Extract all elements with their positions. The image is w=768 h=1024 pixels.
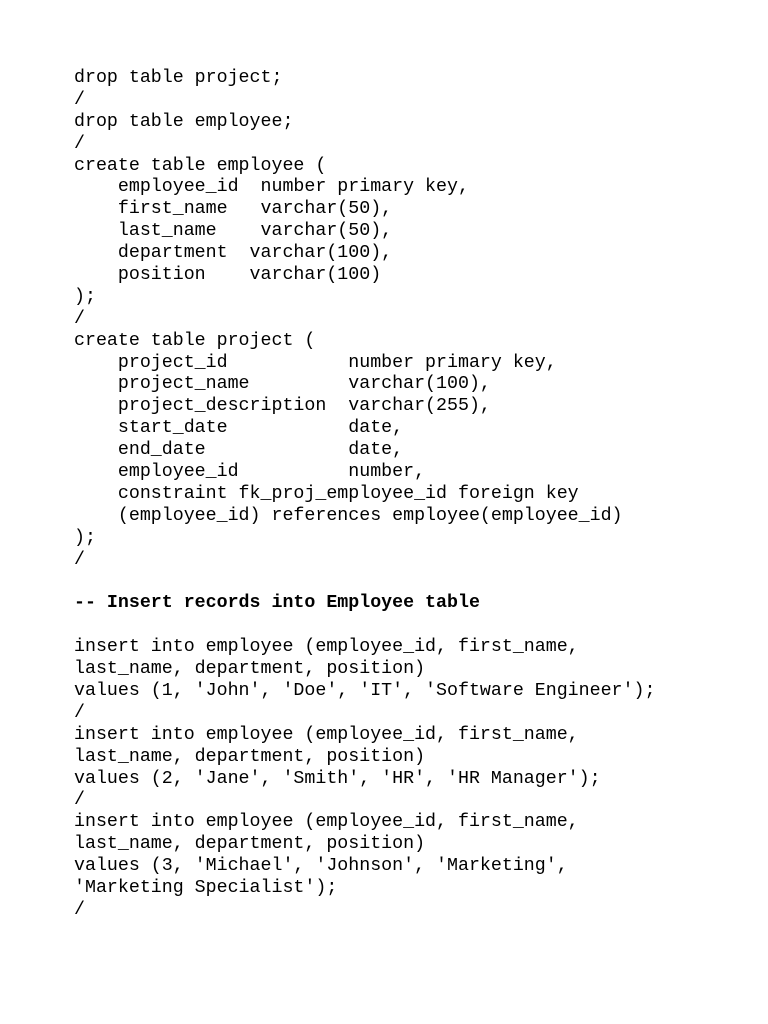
code-line: project_id number primary key, bbox=[74, 352, 557, 373]
code-line: ); bbox=[74, 286, 96, 307]
code-line: department varchar(100), bbox=[74, 243, 393, 264]
code-line: drop table project; bbox=[74, 68, 283, 88]
code-line: first_name varchar(50), bbox=[74, 199, 393, 220]
code-line: / bbox=[74, 549, 85, 570]
code-line: create table employee ( bbox=[74, 155, 327, 176]
blank-line bbox=[74, 615, 754, 637]
code-line: / bbox=[74, 133, 85, 154]
code-line: create table project ( bbox=[74, 330, 316, 351]
code-line: ); bbox=[74, 527, 96, 548]
code-line: (employee_id) references employee(employee_id) bbox=[74, 505, 623, 526]
code-line: / bbox=[74, 89, 85, 110]
code-line: insert into employee (employee_id, first_name, bbox=[74, 812, 579, 833]
code-line: position varchar(100) bbox=[74, 265, 382, 286]
code-line: drop table employee; bbox=[74, 111, 294, 132]
code-line: project_description varchar(255), bbox=[74, 396, 491, 417]
code-line: employee_id number, bbox=[74, 462, 426, 483]
code-line: values (2, 'Jane', 'Smith', 'HR', 'HR Manager'); bbox=[74, 768, 601, 789]
code-line: 'Marketing Specialist'); bbox=[74, 877, 338, 898]
sql-document bbox=[74, 68, 754, 922]
code-line: / bbox=[74, 702, 85, 723]
code-line: employee_id number primary key, bbox=[74, 177, 469, 198]
code-line: last_name, department, position) bbox=[74, 659, 426, 680]
code-line: insert into employee (employee_id, first_name, bbox=[74, 637, 579, 658]
code-line: last_name varchar(50), bbox=[74, 221, 393, 242]
code-line: last_name, department, position) bbox=[74, 834, 426, 855]
code-line: / bbox=[74, 308, 85, 329]
code-line: values (3, 'Michael', 'Johnson', 'Marketing', bbox=[74, 856, 568, 877]
code-line: constraint fk_proj_employee_id foreign key bbox=[74, 483, 579, 504]
code-line: / bbox=[74, 899, 85, 920]
code-line: start_date date, bbox=[74, 418, 404, 439]
code-line: last_name, department, position) bbox=[74, 746, 426, 767]
code-line: values (1, 'John', 'Doe', 'IT', 'Software Engineer'); bbox=[74, 680, 656, 701]
code-line: / bbox=[74, 790, 85, 811]
code-line: end_date date, bbox=[74, 440, 404, 461]
comment-heading-line: -- Insert records into Employee table bbox=[74, 593, 480, 614]
code-line: project_name varchar(100), bbox=[74, 374, 491, 395]
code-line: insert into employee (employee_id, first_name, bbox=[74, 724, 579, 745]
blank-line bbox=[74, 571, 754, 593]
